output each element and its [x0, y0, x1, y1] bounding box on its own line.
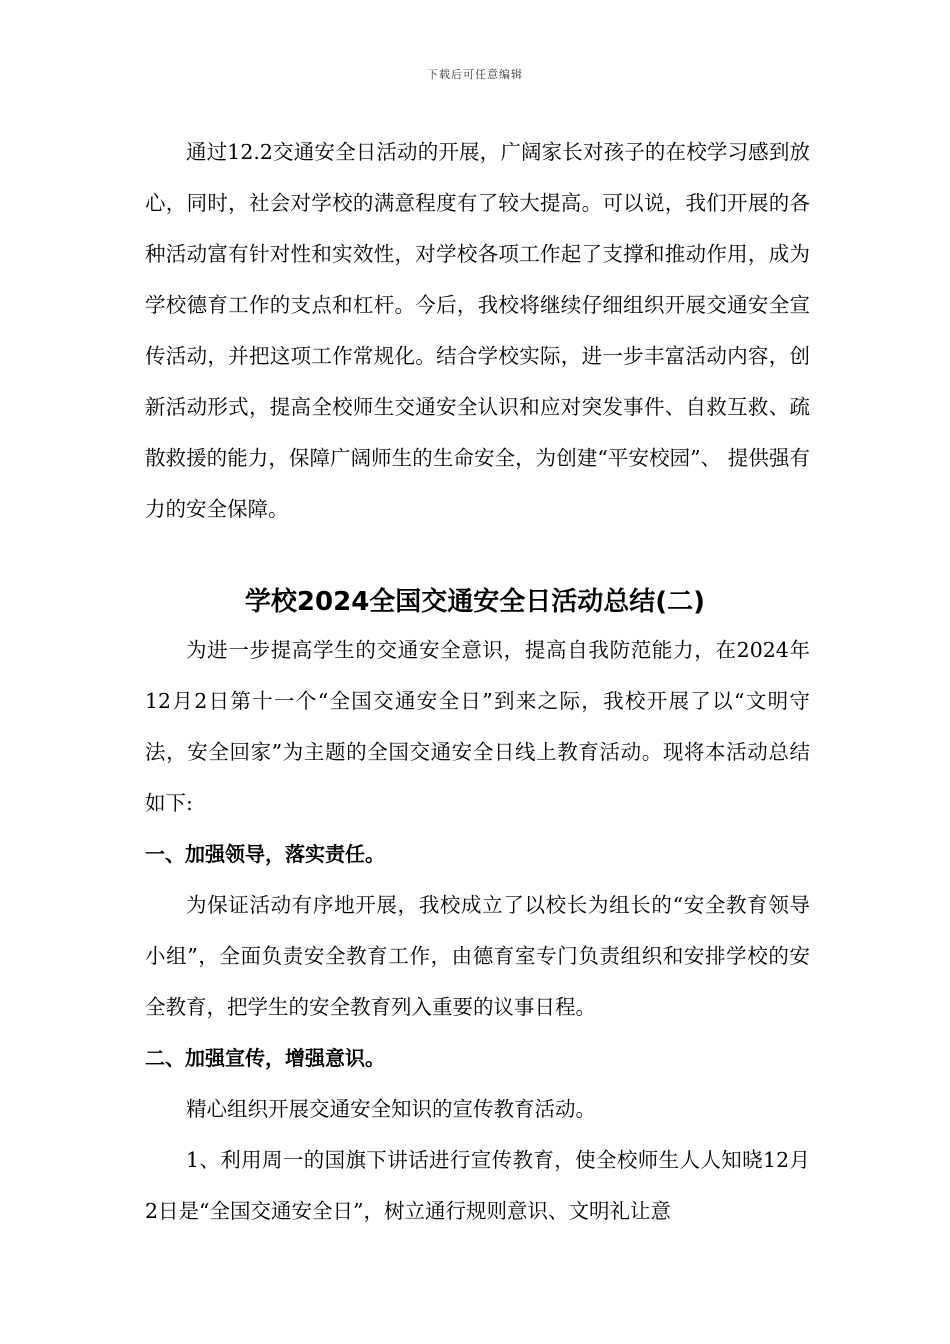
section2-intro: 为进一步提高学生的交通安全意识，提高自我防范能力，在2024年12月2日第十一个“全国交通安全日”到来之际，我校开展了以“文明守法，安全回家”为主题的全国交通安全日线上教育活动。现将本活动总结如下:: [145, 638, 810, 815]
section1-body: [145, 127, 810, 535]
section1-paragraph: 通过12.2交通安全日活动的开展，广阔家长对孩子的在校学习感到放心，同时，社会对学校的满意程度有了较大提高。可以说，我们开展的各种活动富有针对性和实效性，对学校各项工作起了支撑和推动作用，成为学校德育工作的支点和杠杆。今后，我校将继续仔细组织开展交通安全宣传活动，并把这项工作常规化。结合学校实际，进一步丰富活动内容，创新活动形式，提高全校师生交通安全认识和应对突发事件、自救互救、疏散救援的能力，保障广阔师生的生命安全，为创建“平安校园”、 提供强有力的安全保障。: [145, 140, 810, 521]
section2-body: [145, 625, 810, 1237]
section2-paragraph-3: 1、利用周一的国旗下讲话进行宣传教育，使全校师生人人知晓12月2日是“全国交通安全日”，树立通行规则意识、文明礼让意: [145, 1148, 810, 1223]
page-title: 学校2024全国交通安全日活动总结(二): [244, 587, 706, 617]
section-heading-1: 一、加强领导，落实责任。: [145, 842, 385, 866]
header-note: 下载后可任意编辑: [427, 68, 523, 81]
section2-paragraph-1: 为保证活动有序地开展，我校成立了以校长为组长的“安全教育领导小组”，全面负责安全教育工作，由德育室专门负责组织和安排学校的安全教育，把学生的安全教育列入重要的议事日程。: [145, 893, 810, 1019]
section2-paragraph-2: 精心组织开展交通安全知识的宣传教育活动。: [186, 1097, 596, 1121]
section-heading-2: 二、加强宣传，增强意识。: [145, 1046, 385, 1070]
